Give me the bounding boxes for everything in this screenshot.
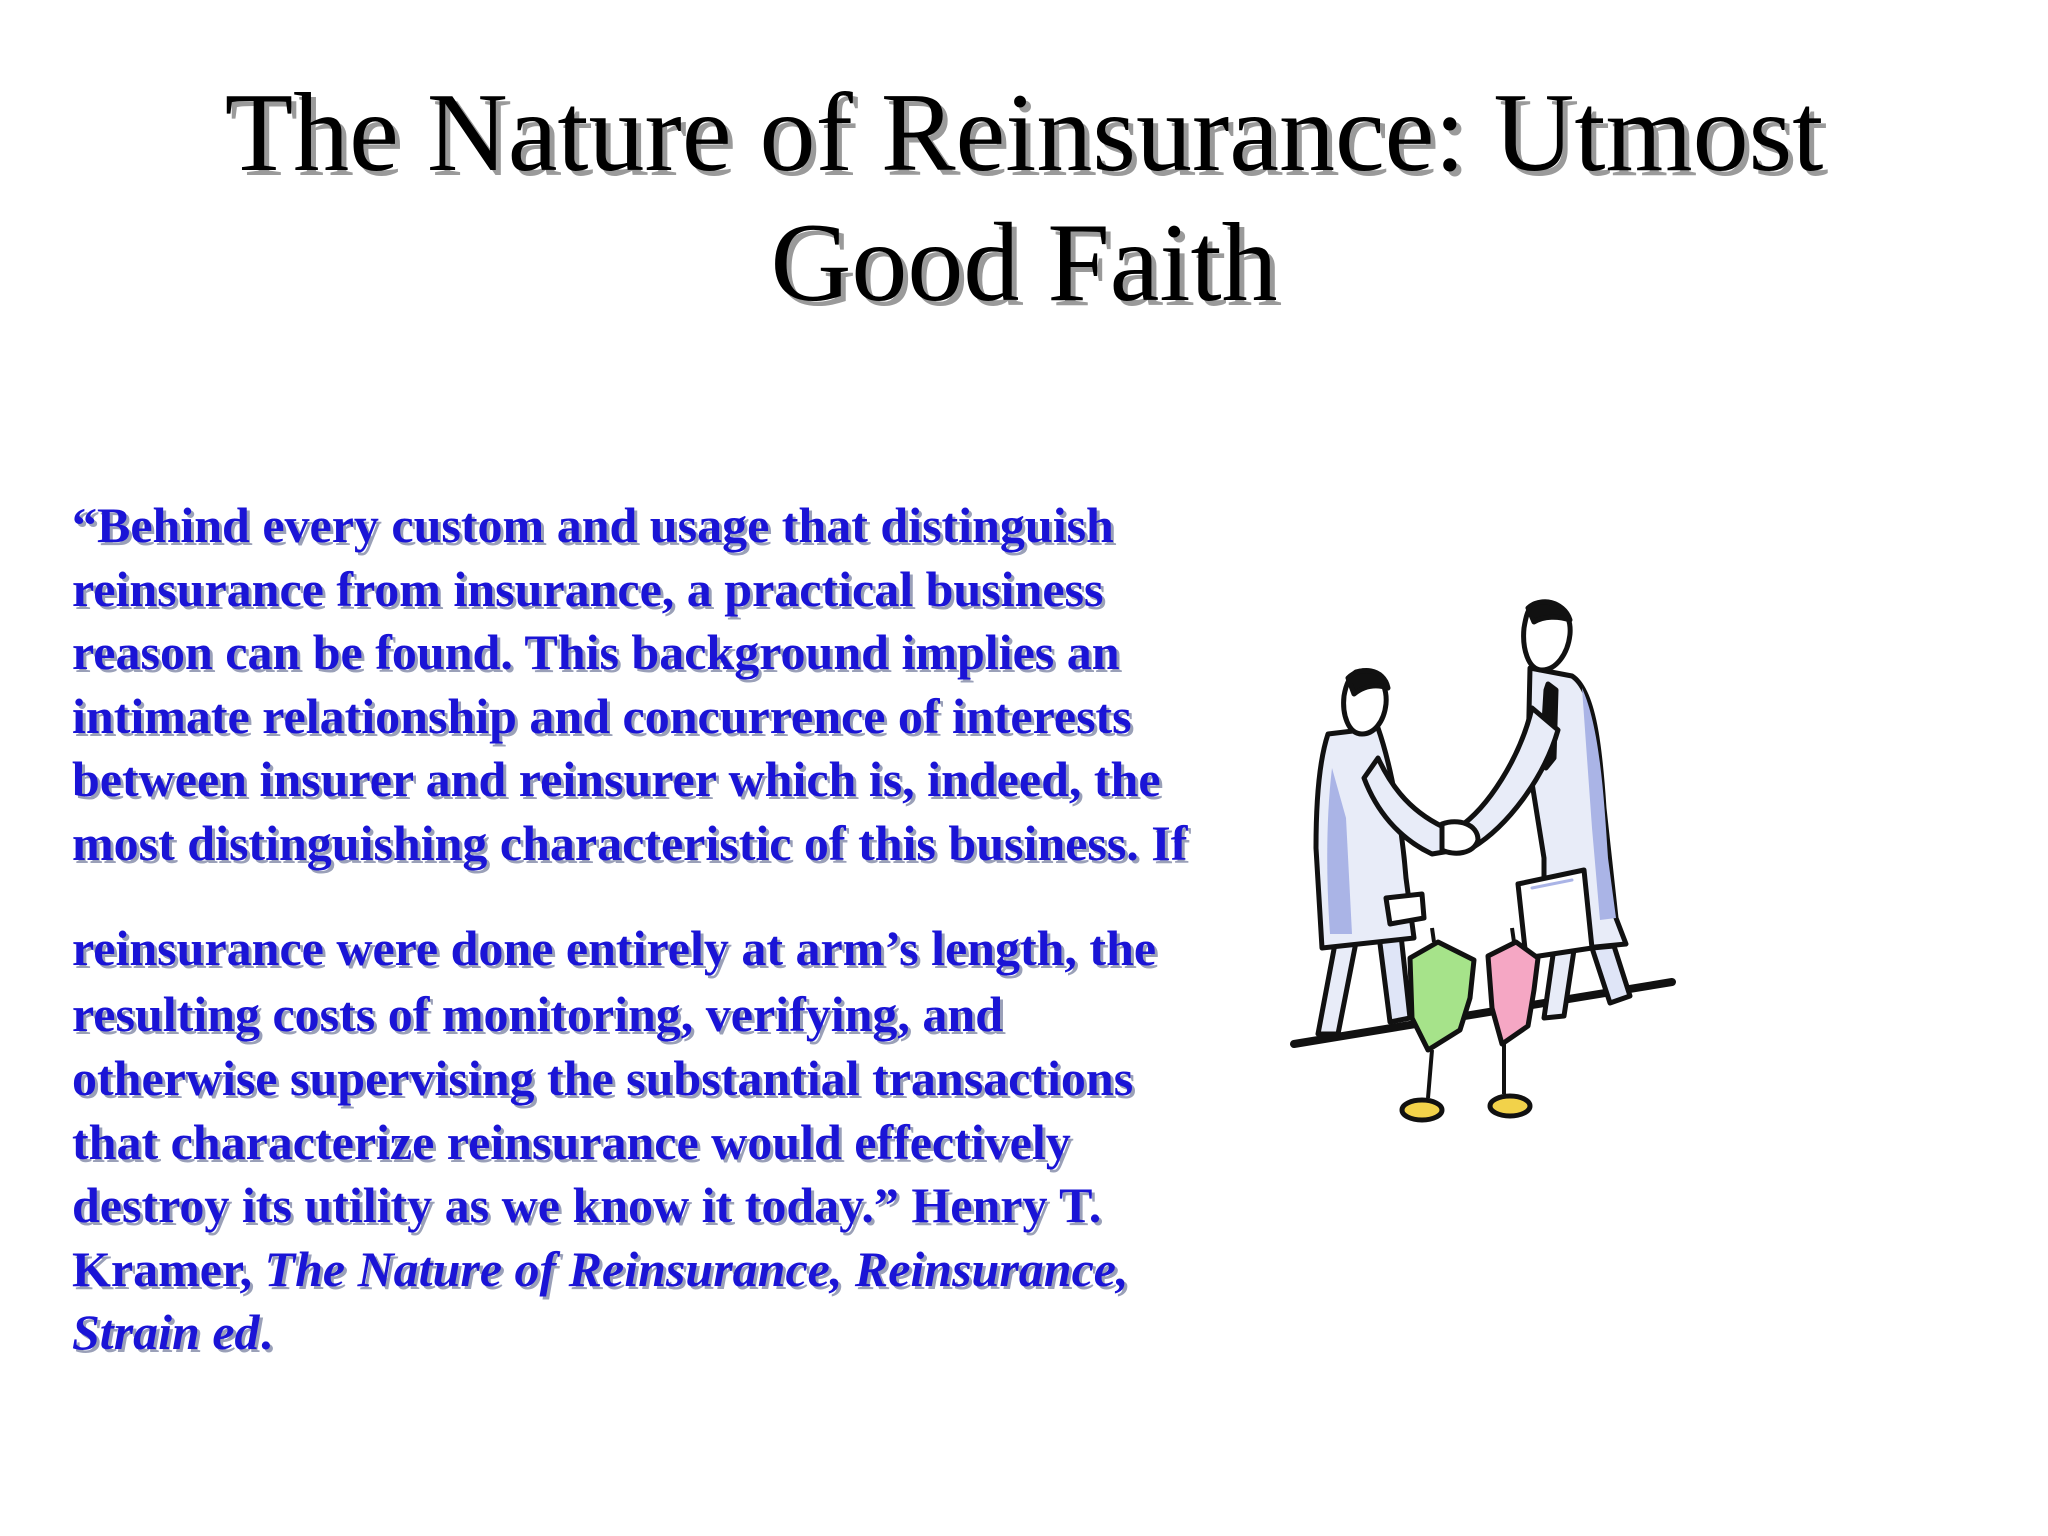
citation-separator: , — [1116, 1240, 1129, 1297]
quote-line: between insurer and reinsurer which is, indeed, the — [72, 751, 1161, 807]
slide-title — [0, 68, 2048, 328]
citation-end: . — [259, 1304, 273, 1360]
quote-line: “Behind every custom and usage that distinguish — [72, 497, 1114, 553]
quote-line: destroy its utility as we know it today.” Henry T. — [72, 1177, 1102, 1233]
slide-title-line-1: The Nature of Reinsurance: Utmost — [224, 71, 1824, 195]
citation-line — [72, 1301, 1312, 1365]
quote-line: reinsurance from insurance, a practical business — [72, 560, 1104, 617]
citation-book-title: Reinsurance — [854, 1240, 1117, 1297]
quote-line: most distinguishing characteristic of this business. If — [72, 814, 1188, 871]
citation-work-title: The Nature of Reinsurance — [264, 1240, 830, 1297]
quote-line: intimate relationship and concurrence of interests — [72, 687, 1132, 744]
handshake-clipart-icon — [1282, 598, 1682, 1150]
quote-line: reinsurance were done entirely at arm’s length, the — [72, 920, 1157, 976]
right-businessman — [1450, 602, 1630, 1018]
shoes — [1402, 1096, 1530, 1120]
citation-author: Kramer, — [72, 1240, 265, 1297]
citation-line — [72, 1238, 1312, 1302]
slide-title-line-2: Good Faith — [770, 201, 1278, 325]
paragraph-gap — [72, 875, 1312, 915]
quote-line: reason can be found. This background implies an — [72, 624, 1120, 680]
citation-separator: , — [829, 1240, 855, 1297]
quote-line: otherwise supervising the substantial transactions — [72, 1050, 1134, 1106]
citation-editor: Strain ed — [72, 1304, 260, 1360]
quote-line: that characterize reinsurance would effectively — [72, 1113, 1071, 1170]
quote-text — [72, 494, 1312, 1365]
quote-line: resulting costs of monitoring, verifying, and — [72, 986, 1004, 1042]
